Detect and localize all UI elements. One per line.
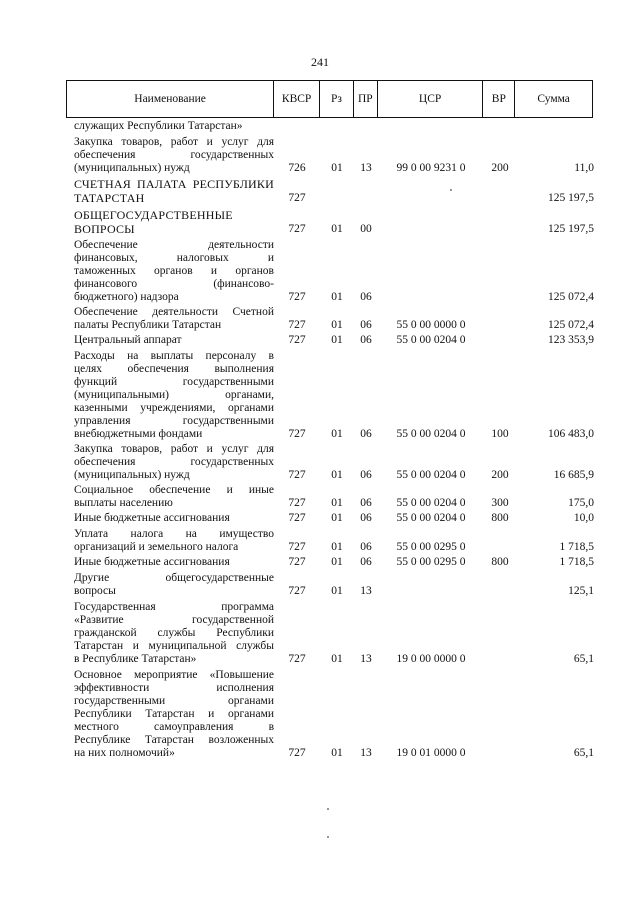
row-csr: 19 0 01 0000 0 [396,747,466,759]
row-name-line: (муниципальных) нужд [74,162,190,174]
row-name-line: «Развитие государственной [74,614,274,626]
row-pr: 13 [360,162,372,174]
row-csr: 19 0 00 0000 0 [396,653,466,665]
row-rz: 01 [331,162,343,174]
row-name [74,512,274,525]
row-name [74,350,274,441]
row-name-line: Иные бюджетные ассигнования [74,556,230,568]
header-sum: Сумма [537,93,570,105]
row-name-line: Республике Татарстан возложенных [74,734,274,746]
row-name-line: СЧЕТНАЯ ПАЛАТА РЕСПУБЛИКИ [74,177,274,191]
table-body [74,118,594,760]
row-name-line: управления государственными [74,415,274,427]
row-name-line: целях обеспечения выполнения [74,363,274,375]
row-name-line: казенными учреждениями, органами [74,402,274,414]
row-name-line: ТАТАРСТАН [74,191,145,205]
row-name-line: Татарстан и муниципальной службы [74,640,274,652]
row-name-line: Другие общегосударственные [74,572,274,584]
row-kvsr: 727 [288,334,306,346]
header-name: Наименование [67,81,274,117]
row-rz: 01 [331,541,343,553]
row-name [74,306,274,332]
row-name-line: Уплата налога на имущество [74,528,274,540]
row-csr: 99 0 00 9231 0 [396,162,466,174]
row-name [74,208,274,236]
row-name-line: таможенных органов и органов [74,265,274,277]
row-rz: 01 [331,319,343,331]
row-name-line: обеспечения государственных [74,456,274,468]
row-pr: 13 [360,585,372,597]
row-name [74,443,274,482]
row-sum: 125,1 [568,585,594,597]
row-rz: 01 [331,291,343,303]
row-kvsr: 727 [288,223,306,235]
row-csr: 55 0 00 0204 0 [396,428,466,440]
row-sum: 125 072,4 [548,319,594,331]
row-name-line: эффективности исполнения [74,682,274,694]
row-csr: 55 0 00 0000 0 [396,319,466,331]
row-pr: 06 [360,541,372,553]
row-rz: 01 [331,497,343,509]
row-rz: 01 [331,469,343,481]
row-pr: 13 [360,747,372,759]
row-kvsr: 727 [288,585,306,597]
row-pr: 06 [360,291,372,303]
row-name-line: Закупка товаров, работ и услуг для [74,443,274,455]
row-name-line: Республики Татарстан и органами [74,708,274,720]
table-row [74,208,594,236]
header-pr: ПР [354,81,378,117]
row-name [74,601,274,666]
table-row [74,572,594,598]
row-sum: 10,0 [573,512,594,524]
row-rz: 01 [331,653,343,665]
row-kvsr: 727 [288,428,306,440]
row-name-line: (муниципальными) органами, [74,389,274,401]
row-sum: 175,0 [568,497,594,509]
row-sum: 65,1 [573,653,594,665]
row-name-line: (муниципальных) нужд [74,469,190,481]
row-name-line: внебюджетными фондами [74,428,203,440]
row-name [74,239,274,304]
row-name-line: Закупка товаров, работ и услуг для [74,136,274,148]
row-vr: 800 [491,556,509,568]
header-vr: ВР [483,81,515,117]
row-pr: 06 [360,319,372,331]
page-number: 241 [311,55,329,69]
table-row [74,556,594,569]
row-sum: 1 718,5 [559,541,594,553]
row-name-line: в Республике Татарстан» [74,653,197,665]
row-name-line: организаций и земельного налога [74,541,239,553]
row-sum: 65,1 [573,747,594,759]
row-name-line: Центральный аппарат [74,334,182,346]
table-row [74,484,594,510]
row-csr: 55 0 00 0204 0 [396,334,466,346]
scan-speck [327,808,329,810]
row-name [74,528,274,554]
row-rz: 01 [331,747,343,759]
header-csr: ЦСР [378,81,484,117]
row-vr: 800 [491,512,509,524]
row-kvsr: 726 [288,162,306,174]
row-pr: 06 [360,334,372,346]
header-rz: Рз [320,81,354,117]
row-name [74,556,274,569]
row-rz: 01 [331,428,343,440]
row-pr: 06 [360,556,372,568]
row-name [74,120,274,133]
row-sum: 16 685,9 [553,469,594,481]
row-name-line: на них полномочий» [74,747,175,759]
row-kvsr: 727 [288,541,306,553]
table-row [74,512,594,525]
row-kvsr: 727 [288,291,306,303]
row-csr: 55 0 00 0295 0 [396,541,466,553]
row-name-line: Обеспечение деятельности [74,239,274,251]
row-csr: 55 0 00 0295 0 [396,556,466,568]
row-sum: 125 197,5 [548,192,594,204]
row-name-line: служащих Республики Татарстан» [74,120,243,132]
row-name-line: Обеспечение деятельности Счетной [74,306,274,318]
row-name-line: ВОПРОСЫ [74,222,135,236]
row-pr: 00 [360,223,372,235]
row-name-line: финансовых, налоговых и [74,252,274,264]
row-sum: 106 483,0 [548,428,594,440]
row-name-line: местного самоуправления в [74,721,274,733]
row-rz: 01 [331,556,343,568]
row-name-line: обеспечения государственных [74,149,274,161]
scan-speck [327,836,329,838]
table-row [74,350,594,441]
row-pr: 06 [360,428,372,440]
row-name [74,669,274,760]
table-row [74,120,594,133]
row-name [74,177,274,205]
row-pr: 06 [360,469,372,481]
table-header [66,80,593,118]
row-pr: 06 [360,512,372,524]
row-name-line: бюджетного) надзора [74,291,179,303]
row-kvsr: 727 [288,512,306,524]
row-sum: 125 072,4 [548,291,594,303]
row-name-line: палаты Республики Татарстан [74,319,222,331]
table-row [74,601,594,666]
row-rz: 01 [331,223,343,235]
row-sum: 125 197,5 [548,223,594,235]
row-name-line: выплаты населению [74,497,173,509]
row-name-line: Социальное обеспечение и иные [74,484,274,496]
row-name [74,136,274,175]
table-row [74,306,594,332]
table-row [74,528,594,554]
row-vr: 300 [491,497,509,509]
row-sum: 1 718,5 [559,556,594,568]
row-vr: 200 [491,469,509,481]
row-name-line: гражданской службы Республики [74,627,274,639]
row-name-line: вопросы [74,585,116,597]
row-kvsr: 727 [288,319,306,331]
row-name-line: Иные бюджетные ассигнования [74,512,230,524]
row-csr: 55 0 00 0204 0 [396,469,466,481]
row-kvsr: 727 [288,497,306,509]
row-name-line: Расходы на выплаты персоналу в [74,350,274,362]
row-csr: 55 0 00 0204 0 [396,497,466,509]
row-name [74,572,274,598]
header-kvsr: КВСР [274,81,320,117]
row-csr: 55 0 00 0204 0 [396,512,466,524]
table-row [74,136,594,175]
row-kvsr: 727 [288,192,306,204]
scan-speck [450,189,452,191]
row-sum: 11,0 [574,162,594,174]
table-row [74,239,594,304]
row-rz: 01 [331,512,343,524]
row-kvsr: 727 [288,747,306,759]
row-rz: 01 [331,334,343,346]
row-kvsr: 727 [288,469,306,481]
row-vr: 200 [491,162,509,174]
row-name-line: финансового (финансово- [74,278,274,290]
row-pr: 13 [360,653,372,665]
table-row [74,669,594,760]
table-row [74,443,594,482]
row-rz: 01 [331,585,343,597]
row-pr: 06 [360,497,372,509]
row-name-line: функций государственными [74,376,274,388]
row-name-line: Основное мероприятие «Повышение [74,669,274,681]
row-name-line: ОБЩЕГОСУДАРСТВЕННЫЕ [74,208,233,222]
table-row [74,334,594,347]
row-name [74,484,274,510]
row-sum: 123 353,9 [548,334,594,346]
row-kvsr: 727 [288,653,306,665]
row-name [74,334,274,347]
row-kvsr: 727 [288,556,306,568]
row-vr: 100 [491,428,509,440]
row-name-line: государственными органами [74,695,274,707]
table-row [74,177,594,205]
row-name-line: Государственная программа [74,601,274,613]
